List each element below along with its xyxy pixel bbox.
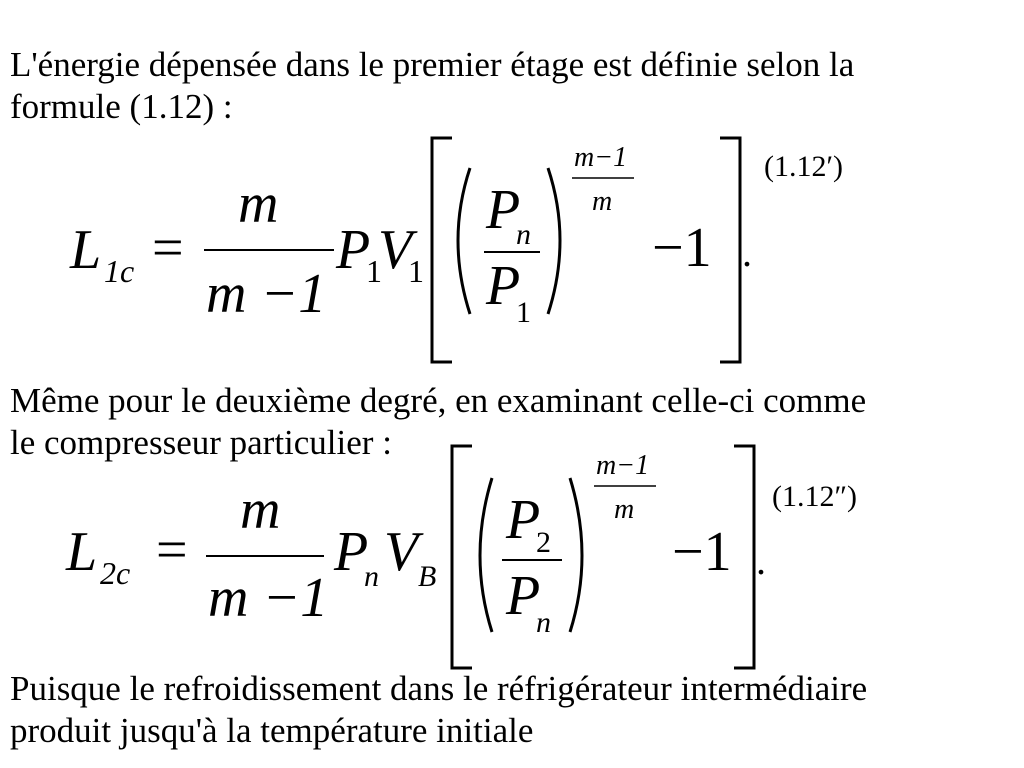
ratio-numerator-symbol: P (506, 489, 541, 551)
exponent-denominator: m (614, 494, 635, 525)
volume-symbol: V (384, 521, 419, 583)
minus-one: −1 (672, 521, 732, 583)
pressure-subscript: n (364, 560, 379, 593)
volume-subscript: 1 (408, 253, 424, 289)
pressure-symbol: P (334, 521, 369, 583)
paragraph-line: le compresseur particulier : (10, 423, 392, 462)
fraction-numerator: m (238, 173, 279, 235)
equation-lhs-symbol: L (70, 219, 102, 281)
paragraph-line: L'énergie dépensée dans le premier étage est définie selon la (10, 45, 855, 84)
equation-lhs-subscript: 2c (100, 555, 131, 591)
paragraph-line: formule (1.12) : (10, 87, 233, 126)
fraction-denominator: m −1 (208, 567, 329, 629)
equation-number: (1.12′) (764, 150, 844, 183)
equation-period: . (742, 230, 752, 275)
right-square-bracket (734, 446, 754, 668)
paragraph-line: produit jusqu'à la température initiale (10, 711, 534, 750)
volume-subscript: B (418, 560, 437, 593)
ratio-numerator-symbol: P (486, 179, 521, 241)
equation-equals-sign: = (152, 217, 184, 279)
ratio-numerator-subscript: 2 (536, 526, 551, 559)
equation-period: . (756, 538, 766, 583)
right-parenthesis (570, 478, 582, 632)
pressure-symbol: P (336, 219, 371, 281)
paragraph-line: Puisque le refroidissement dans le réfrigérateur intermédiaire (10, 669, 868, 708)
minus-one: −1 (652, 217, 712, 279)
exponent-numerator: m−1 (596, 450, 650, 481)
equation-number: (1.12″) (772, 480, 857, 513)
paragraph-line: Même pour le deuxième degré, en examinant celle-ci comme (10, 381, 867, 420)
fraction-denominator: m −1 (206, 263, 327, 325)
fraction-numerator: m (240, 479, 281, 541)
ratio-numerator-subscript: n (516, 218, 531, 251)
ratio-denominator-symbol: P (506, 565, 541, 627)
ratio-denominator-subscript: n (536, 606, 551, 639)
equation-lhs-subscript: 1c (104, 253, 135, 289)
exponent-denominator: m (592, 186, 613, 217)
equation-lhs-symbol: L (66, 521, 98, 583)
left-square-bracket (452, 446, 472, 668)
pressure-subscript: 1 (366, 253, 382, 289)
equation-equals-sign: = (156, 519, 188, 581)
volume-symbol: V (378, 219, 413, 281)
exponent-numerator: m−1 (574, 142, 628, 173)
left-parenthesis (480, 478, 492, 632)
ratio-denominator-symbol: P (486, 255, 521, 317)
ratio-denominator-subscript: 1 (516, 296, 531, 329)
